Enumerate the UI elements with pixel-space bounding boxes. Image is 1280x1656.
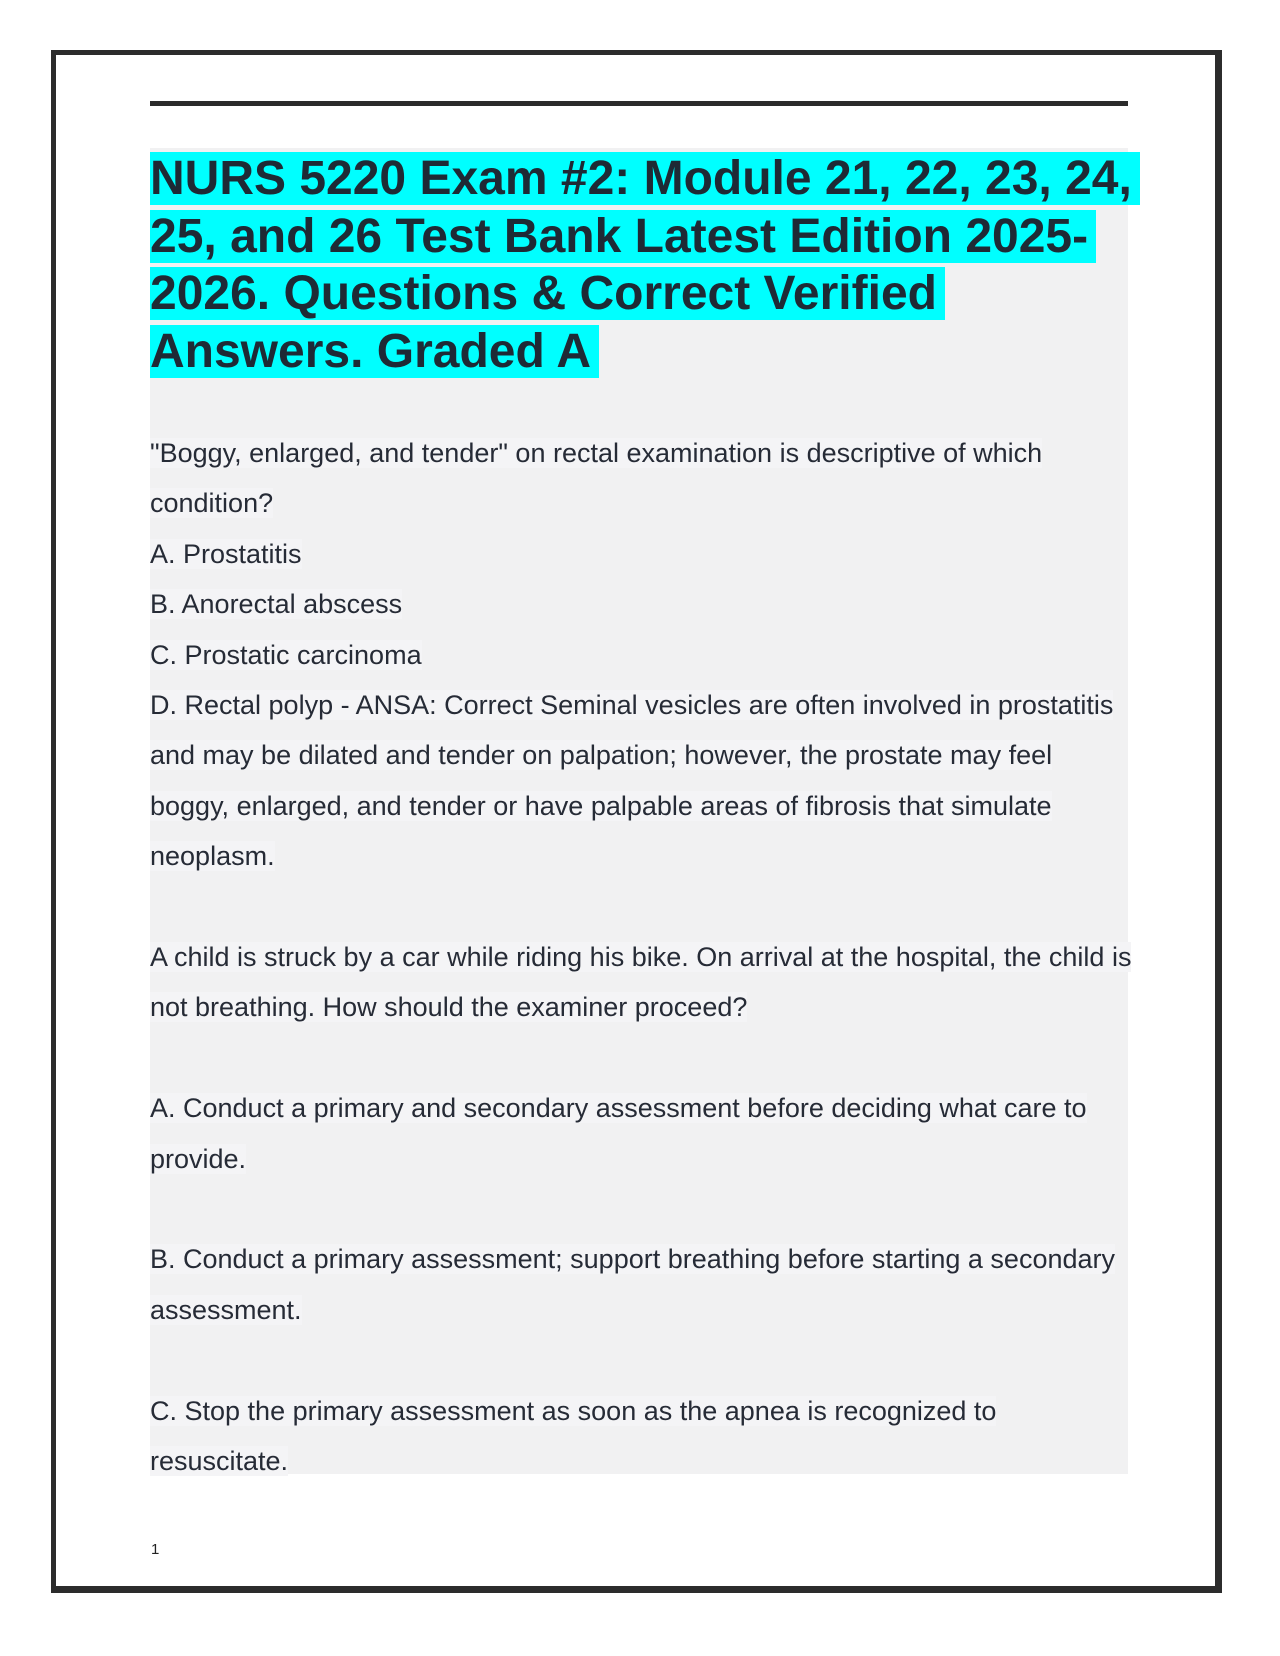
question-1-text: "Boggy, enlarged, and tender" on rectal examination is descriptive of which condition? — [150, 438, 1043, 519]
question-2-option-a — [150, 1083, 1135, 1184]
question-1-option-c-text: C. Prostatic carcinoma — [150, 639, 422, 670]
question-1-option-c — [150, 630, 1135, 680]
paragraph-spacer — [150, 882, 1135, 932]
question-2-option-a-text: A. Conduct a primary and secondary assessment before deciding what care to provide. — [150, 1093, 1087, 1174]
document-title-text: NURS 5220 Exam #2: Module 21, 22, 23, 24, 25, and 26 Test Bank Latest Edition 2025-2026. Questions & Correct Verified Answers. Graded A — [150, 152, 1140, 378]
question-1-option-d-answer — [150, 680, 1135, 882]
question-1-option-a-text: A. Prostatitis — [150, 538, 302, 569]
question-1-option-b — [150, 579, 1135, 629]
header-rule — [150, 101, 1128, 106]
question-2 — [150, 932, 1135, 1033]
paragraph-spacer — [150, 1335, 1135, 1385]
question-2-option-c — [150, 1386, 1135, 1487]
document-title — [150, 150, 1140, 380]
question-1-option-b-text: B. Anorectal abscess — [150, 589, 403, 620]
question-2-option-b-text: B. Conduct a primary assessment; support breathing before starting a secondary assessment. — [150, 1244, 1115, 1325]
question-2-option-c-text: C. Stop the primary assessment as soon as the apnea is recognized to resuscitate. — [150, 1395, 997, 1477]
document-body — [150, 428, 1135, 1486]
paragraph-spacer — [150, 1033, 1135, 1083]
question-1-option-d-answer-text: D. Rectal polyp - ANSA: Correct Seminal vesicles are often involved in prostatitis and may be dilated and tender on palpation; however, the prostate may feel boggy, enlarged, and tender or have palpable areas of fibrosis that simulate neoplasm. — [150, 690, 1114, 872]
question-2-text: A child is struck by a car while riding his bike. On arrival at the hospital, the child is not breathing. How should the examiner proceed? — [150, 942, 1132, 1023]
page-number: 1 — [151, 1541, 160, 1558]
question-2-option-b — [150, 1234, 1135, 1335]
question-1 — [150, 428, 1135, 529]
question-1-option-a — [150, 529, 1135, 579]
paragraph-spacer — [150, 1184, 1135, 1234]
